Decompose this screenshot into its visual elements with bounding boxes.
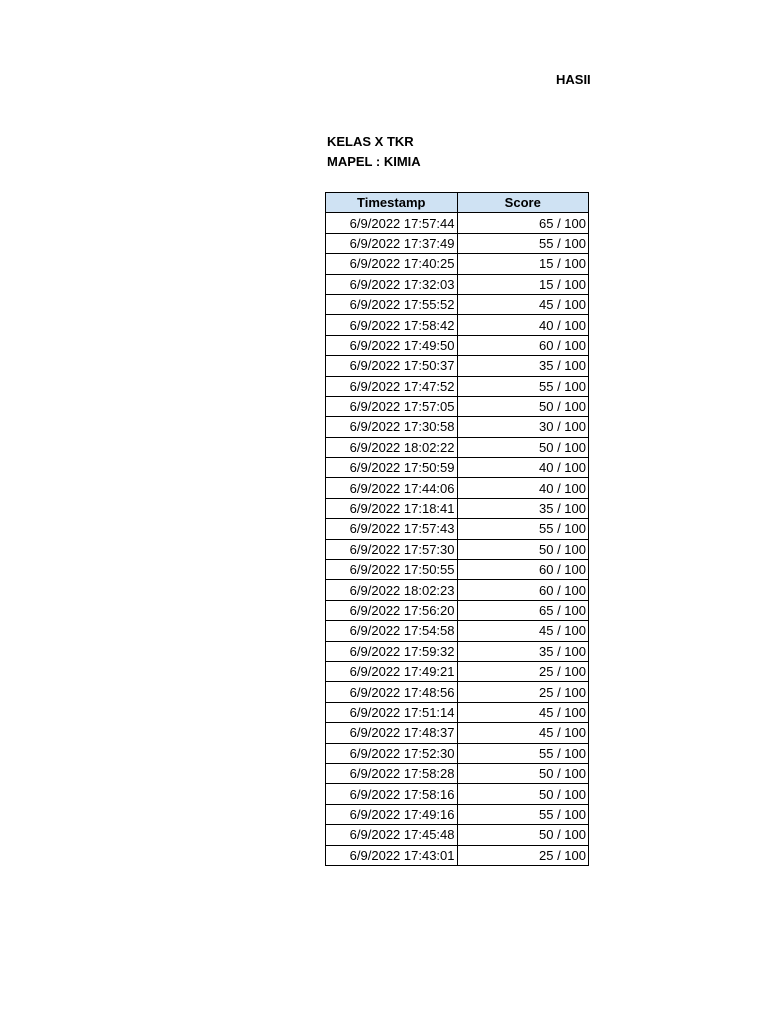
score-cell: 60 / 100 [457,580,589,600]
table-row [326,498,589,518]
score-cell: 65 / 100 [457,600,589,620]
table-row [326,784,589,804]
table-row [326,356,589,376]
score-cell: 50 / 100 [457,539,589,559]
score-cell: 25 / 100 [457,661,589,681]
table-row [326,743,589,763]
table-row [326,600,589,620]
score-cell: 60 / 100 [457,560,589,580]
table-row [326,437,589,457]
timestamp-cell: 6/9/2022 17:50:55 [326,560,458,580]
timestamp-cell: 6/9/2022 17:48:37 [326,723,458,743]
timestamp-cell: 6/9/2022 17:58:16 [326,784,458,804]
table-row [326,763,589,783]
table-row [326,723,589,743]
table-row [326,825,589,845]
score-cell: 35 / 100 [457,498,589,518]
score-cell: 50 / 100 [457,437,589,457]
score-cell: 50 / 100 [457,784,589,804]
timestamp-cell: 6/9/2022 17:51:14 [326,702,458,722]
results-table [325,192,589,866]
score-cell: 30 / 100 [457,417,589,437]
score-cell: 50 / 100 [457,763,589,783]
timestamp-cell: 6/9/2022 17:55:52 [326,294,458,314]
table-row [326,233,589,253]
table-row [326,682,589,702]
score-cell: 45 / 100 [457,723,589,743]
score-cell: 35 / 100 [457,356,589,376]
table-row [326,560,589,580]
timestamp-cell: 6/9/2022 17:32:03 [326,274,458,294]
table-row [326,641,589,661]
timestamp-cell: 6/9/2022 17:58:28 [326,763,458,783]
score-cell: 40 / 100 [457,478,589,498]
table-row [326,376,589,396]
score-cell: 60 / 100 [457,335,589,355]
timestamp-cell: 6/9/2022 17:59:32 [326,641,458,661]
table-row [326,213,589,233]
table-row [326,274,589,294]
score-cell: 55 / 100 [457,743,589,763]
timestamp-cell: 6/9/2022 18:02:23 [326,580,458,600]
score-cell: 65 / 100 [457,213,589,233]
table-row [326,335,589,355]
table-row [326,478,589,498]
score-cell: 40 / 100 [457,315,589,335]
table-row [326,315,589,335]
class-label: KELAS X TKR [327,134,414,149]
timestamp-cell: 6/9/2022 17:57:43 [326,519,458,539]
score-cell: 50 / 100 [457,396,589,416]
table-row [326,539,589,559]
score-cell: 15 / 100 [457,274,589,294]
timestamp-cell: 6/9/2022 17:57:30 [326,539,458,559]
table-header-row [326,193,589,213]
timestamp-column-header: Timestamp [326,193,458,213]
score-cell: 45 / 100 [457,621,589,641]
score-cell: 25 / 100 [457,845,589,865]
timestamp-cell: 6/9/2022 17:43:01 [326,845,458,865]
results-table-body [326,213,589,866]
timestamp-cell: 6/9/2022 17:44:06 [326,478,458,498]
timestamp-cell: 6/9/2022 17:54:58 [326,621,458,641]
timestamp-cell: 6/9/2022 17:57:44 [326,213,458,233]
timestamp-cell: 6/9/2022 17:52:30 [326,743,458,763]
table-row [326,804,589,824]
timestamp-cell: 6/9/2022 17:50:37 [326,356,458,376]
score-cell: 45 / 100 [457,702,589,722]
timestamp-cell: 6/9/2022 18:02:22 [326,437,458,457]
table-row [326,621,589,641]
timestamp-cell: 6/9/2022 17:18:41 [326,498,458,518]
score-cell: 55 / 100 [457,376,589,396]
table-row [326,580,589,600]
score-cell: 35 / 100 [457,641,589,661]
score-cell: 45 / 100 [457,294,589,314]
timestamp-cell: 6/9/2022 17:45:48 [326,825,458,845]
timestamp-cell: 6/9/2022 17:49:21 [326,661,458,681]
score-cell: 15 / 100 [457,254,589,274]
table-row [326,702,589,722]
timestamp-cell: 6/9/2022 17:40:25 [326,254,458,274]
timestamp-cell: 6/9/2022 17:37:49 [326,233,458,253]
timestamp-cell: 6/9/2022 17:48:56 [326,682,458,702]
document-title: HASII [556,72,591,87]
table-row [326,417,589,437]
timestamp-cell: 6/9/2022 17:49:16 [326,804,458,824]
table-row [326,519,589,539]
table-row [326,294,589,314]
subject-label: MAPEL : KIMIA [327,154,421,169]
score-cell: 40 / 100 [457,458,589,478]
score-cell: 50 / 100 [457,825,589,845]
score-cell: 55 / 100 [457,804,589,824]
score-cell: 55 / 100 [457,233,589,253]
table-row [326,458,589,478]
timestamp-cell: 6/9/2022 17:56:20 [326,600,458,620]
table-row [326,845,589,865]
timestamp-cell: 6/9/2022 17:47:52 [326,376,458,396]
score-cell: 55 / 100 [457,519,589,539]
timestamp-cell: 6/9/2022 17:50:59 [326,458,458,478]
timestamp-cell: 6/9/2022 17:30:58 [326,417,458,437]
score-cell: 25 / 100 [457,682,589,702]
table-row [326,396,589,416]
score-column-header: Score [457,193,589,213]
table-row [326,254,589,274]
timestamp-cell: 6/9/2022 17:57:05 [326,396,458,416]
table-row [326,661,589,681]
timestamp-cell: 6/9/2022 17:49:50 [326,335,458,355]
timestamp-cell: 6/9/2022 17:58:42 [326,315,458,335]
